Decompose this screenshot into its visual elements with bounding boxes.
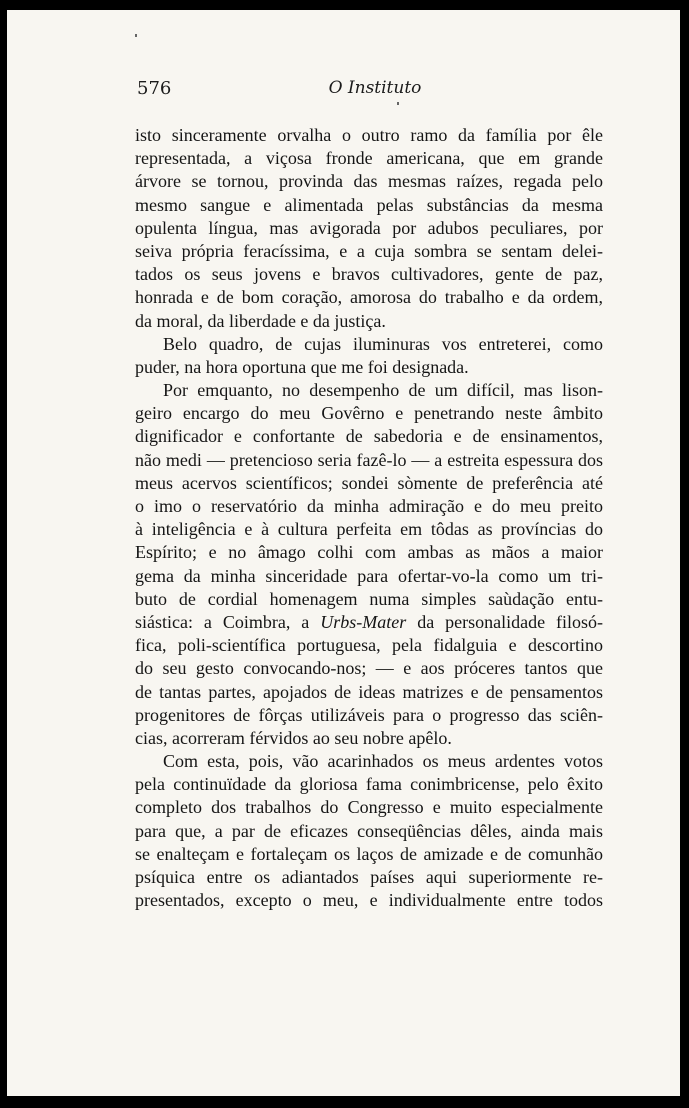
text-line: fica, poli-scientífica portuguesa, pela fidalguia e descortino [135,635,603,656]
text-line: à inteligência e à cultura perfeita em tôdas as províncias do [135,519,603,540]
text-line: mesmo sangue e alimentada pelas substâncias da mesma [135,194,603,215]
text-line: Espírito; e no âmago colhi com ambas as mãos a maior [135,542,603,563]
text-line: de tantas partes, apojados de ideas matrizes e de pensamentos [135,681,603,702]
text-line: representada, a viçosa fronde americana, que em grande [135,148,603,169]
text-line: geiro encargo do meu Govêrno e penetrando neste âmbito [135,403,603,424]
text-line: isto sinceramente orvalha o outro ramo da família por êle [135,125,603,145]
text-line: completo dos trabalhos do Congresso e muito especialmente [135,797,603,818]
text-segment: siástica: a Coimbra, a [135,611,310,632]
text-line [135,611,603,634]
text-line: psíquica entre os adiantados países aqui superiormente re- [135,867,603,887]
text-line: Belo quadro, de cujas iluminuras vos entreterei, como [163,333,603,354]
book-page [7,10,680,1096]
text-line: pela continuïdade da gloriosa fama conimbricense, pelo êxito [135,774,603,795]
text-segment: da personalidade filosó- [417,611,604,632]
text-line: da moral, da liberdade e da justiça. [135,310,386,331]
text-line: dignificador e confortante de sabedoria e de ensinamentos, [135,426,603,447]
scan-speck [135,34,137,37]
text-line: do seu gesto convocando-nos; — e aos próceres tantos que [135,658,603,679]
scan-speck [397,102,399,105]
body-text [135,124,603,912]
page-number: 576 [137,78,172,99]
text-line: buto de cordial homenagem numa simples saùdação entu- [135,588,603,609]
page-header [135,78,615,102]
text-line: árvore se tornou, provinda das mesmas raízes, regada pelo [135,171,603,192]
italic-phrase: Urbs-Mater [320,611,407,632]
text-line: Por emquanto, no desempenho de um difícil, mas lison- [163,380,603,401]
text-line: gema da minha sinceridade para ofertar-vo-la como um tri- [135,565,603,586]
text-line: cias, acorreram férvidos ao seu nobre apêlo. [135,727,452,748]
text-line: para que, a par de eficazes conseqüências dêles, ainda mais [135,820,603,841]
text-line: honrada e de bom coração, amorosa do trabalho e da ordem, [135,287,603,308]
text-line: o imo o reservatório da minha admiração e do meu preito [135,496,603,516]
text-line: Com esta, pois, vão acarinhados os meus ardentes votos [163,751,603,772]
running-title: O Instituto [328,78,422,98]
text-line: puder, na hora oportuna que me foi designada. [135,356,469,377]
text-line: seiva própria feracíssima, e a cuja sombra se sentam delei- [135,240,603,261]
text-line: meus acervos scientíficos; sondei sòmente de preferência até [135,472,603,493]
text-line: presentados, excepto o meu, e individualmente entre todos [135,890,603,911]
text-line: se enalteçam e fortaleçam os laços de amizade e de comunhão [135,843,603,864]
text-line: não medi — pretencioso seria fazê-lo — a estreita espessura dos [135,449,603,470]
text-line: opulenta língua, mas avigorada por adubos peculiares, por [135,217,603,238]
text-line: tados os seus jovens e bravos cultivadores, gente de paz, [135,264,603,285]
text-line: progenitores de fôrças utilizáveis para o progresso das sciên- [135,704,603,725]
